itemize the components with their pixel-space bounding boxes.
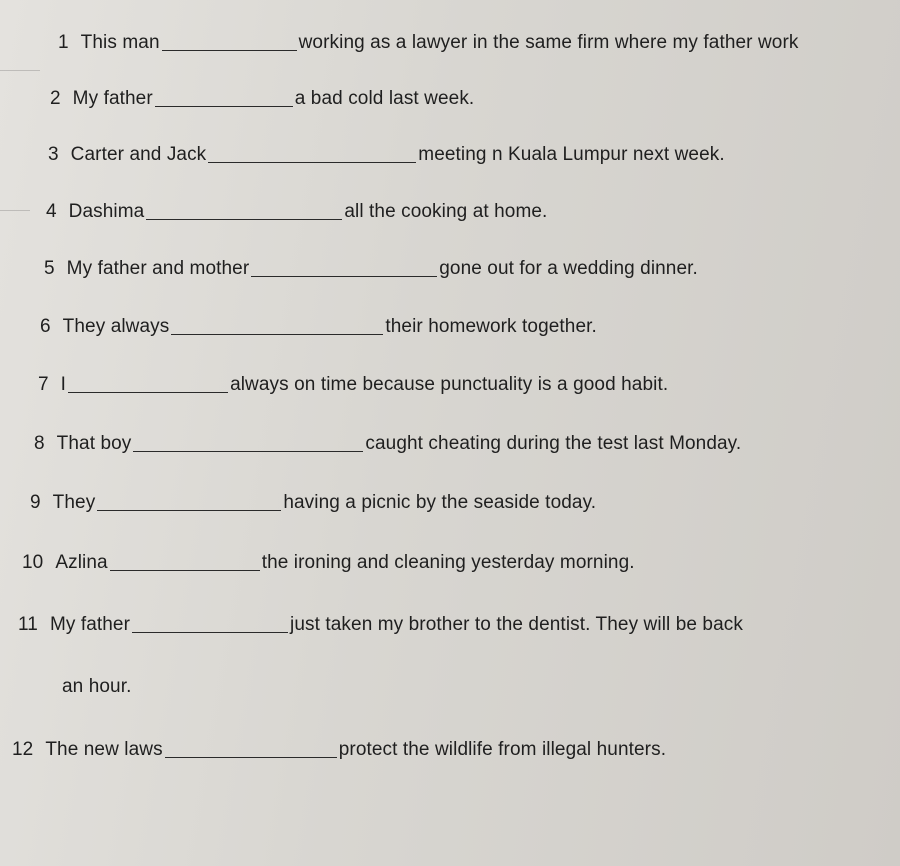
question-text-before: This man: [80, 32, 160, 53]
question-text-after: protect the wildlife from illegal hunters.: [338, 739, 667, 760]
question-4: [46, 201, 547, 223]
question-number: 12: [12, 739, 34, 760]
question-text-after: meeting n Kuala Lumpur next week.: [418, 144, 725, 165]
question-number: 5: [44, 258, 55, 279]
question-text-before: My father and mother: [66, 258, 250, 279]
answer-blank[interactable]: [132, 631, 288, 633]
question-11-continuation: [62, 676, 131, 698]
question-8: [34, 433, 741, 455]
question-text-after: the ironing and cleaning yesterday morning.: [261, 552, 635, 573]
question-9: [30, 492, 596, 514]
question-number: 9: [30, 492, 41, 513]
question-text-before: Dashima: [68, 201, 145, 222]
question-number: 3: [48, 144, 59, 165]
answer-blank[interactable]: [165, 756, 337, 758]
question-text-before: I: [60, 374, 67, 395]
question-number: 11: [18, 614, 38, 635]
answer-blank[interactable]: [97, 509, 281, 511]
question-1: [58, 32, 798, 54]
question-number: 10: [22, 552, 44, 573]
question-text-after: all the cooking at home.: [344, 201, 548, 222]
question-text-after: working as a lawyer in the same firm where my father work: [298, 32, 799, 53]
answer-blank[interactable]: [68, 391, 228, 393]
page-edge-shadow: [0, 70, 40, 71]
answer-blank[interactable]: [133, 450, 363, 452]
question-text-after: their homework together.: [385, 316, 597, 337]
question-text-before: That boy: [56, 433, 132, 454]
question-number: 2: [50, 88, 61, 109]
question-text-after: just taken my brother to the dentist. They will be back: [290, 614, 743, 635]
question-11: [18, 614, 743, 636]
question-5: [44, 258, 698, 280]
question-text-before: They: [52, 492, 96, 513]
answer-blank[interactable]: [162, 49, 297, 51]
question-text-before: Azlina: [55, 552, 108, 573]
question-text-before: My father: [49, 614, 131, 635]
question-number: 6: [40, 316, 51, 337]
question-2: [50, 88, 474, 110]
question-12: [12, 739, 666, 761]
answer-blank[interactable]: [146, 218, 342, 220]
question-text-after: gone out for a wedding dinner.: [439, 258, 698, 279]
question-text-continuation: an hour.: [62, 676, 132, 697]
question-text-after: having a picnic by the seaside today.: [283, 492, 597, 513]
question-text-before: Carter and Jack: [70, 144, 207, 165]
question-text-before: The new laws: [45, 739, 163, 760]
answer-blank[interactable]: [251, 275, 437, 277]
page-edge-shadow: [0, 210, 30, 211]
question-6: [40, 316, 597, 338]
question-number: 4: [46, 201, 57, 222]
question-7: [38, 374, 668, 396]
question-10: [22, 552, 635, 574]
answer-blank[interactable]: [208, 161, 416, 163]
question-number: 8: [34, 433, 45, 454]
answer-blank[interactable]: [155, 105, 293, 107]
question-number: 1: [58, 32, 69, 53]
question-3: [48, 144, 725, 166]
question-text-after: caught cheating during the test last Monday.: [365, 433, 742, 454]
answer-blank[interactable]: [110, 569, 260, 571]
question-text-after: a bad cold last week.: [294, 88, 475, 109]
question-number: 7: [38, 374, 49, 395]
question-text-after: always on time because punctuality is a good habit.: [230, 374, 669, 395]
answer-blank[interactable]: [171, 333, 383, 335]
question-text-before: They always: [62, 316, 170, 337]
question-text-before: My father: [72, 88, 153, 109]
